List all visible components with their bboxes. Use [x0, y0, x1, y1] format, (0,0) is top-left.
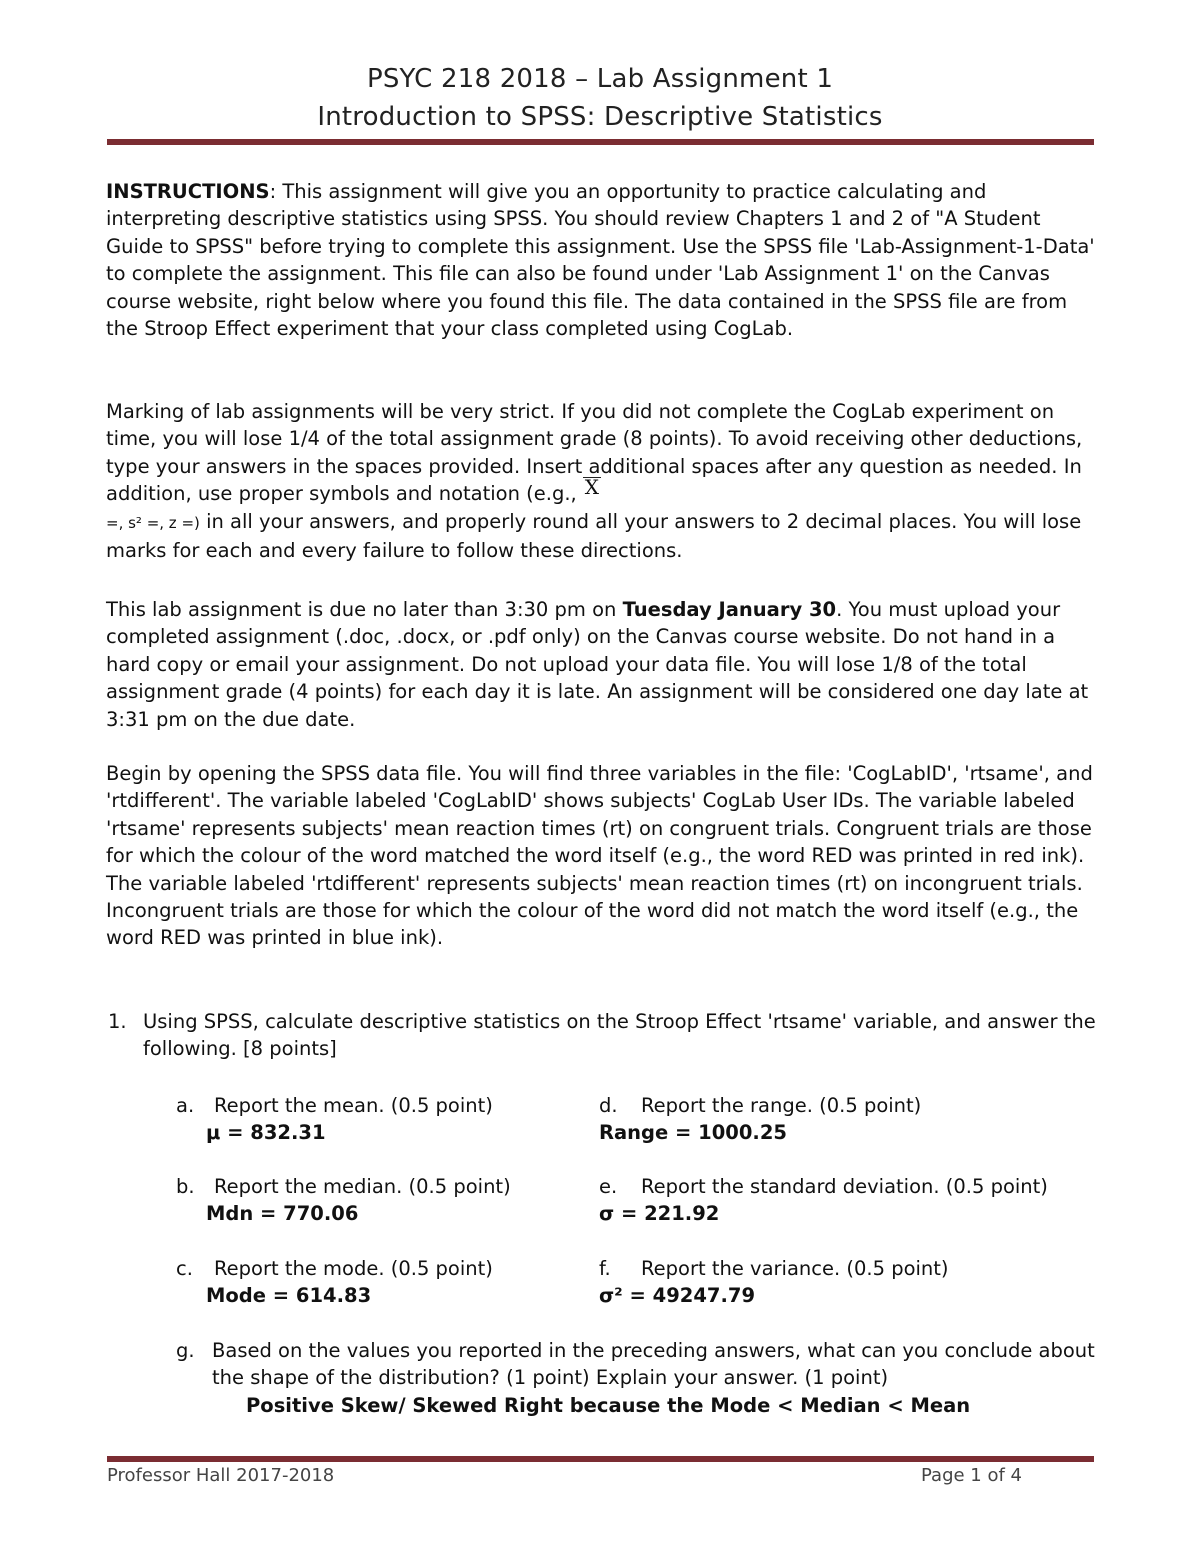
item-answer: Range = 1000.25	[599, 1121, 787, 1144]
document-subtitle: Introduction to SPSS: Descriptive Statistics	[317, 102, 883, 132]
marking-text: Marking of lab assignments will be very strict. If you did not complete the CogLab experiment on time, you will lose 1/4 of the total assignment grade (8 points). To avoid receiving other deductions, type your answers in the spaces provided. Insert additional spaces after any question as needed. In addition, use proper symbols and notation (e.g.,	[106, 400, 1083, 506]
item-question: Report the mode. (0.5 point)	[214, 1257, 493, 1280]
item-letter: d.	[599, 1094, 618, 1117]
item-letter: b.	[176, 1175, 195, 1198]
item-question: Report the median. (0.5 point)	[214, 1175, 511, 1198]
item-letter: e.	[599, 1175, 618, 1198]
item-question: Based on the values you reported in the preceding answers, what can you conclude about the shape of the distribution? (1 point) Explain your answer. (1 point)	[212, 1339, 1095, 1390]
begin-text: Begin by opening the SPSS data file. You will find three variables in the file: 'CogLabID', 'rtsame', and 'rtdifferent'. The variable labeled 'CogLabID' shows subjects' CogLab User IDs. The variable labeled 'rtsame' represents subjects' mean reaction times (rt) on congruent trials. Congruent trials are those for which the colour of the word matched the word itself (e.g., the word RED was printed in red ink). The variable labeled 'rtdifferent' represents subjects' mean reaction times (rt) on incongruent trials. Incongruent trials are those for which the colour of the word did not match the word itself (e.g., the word RED was printed in blue ink).	[106, 762, 1093, 950]
item-answer: σ = 221.92	[599, 1202, 720, 1225]
item-question: Report the variance. (0.5 point)	[641, 1257, 949, 1280]
item-letter: a.	[176, 1094, 195, 1117]
item-answer: μ = 832.31	[206, 1121, 326, 1144]
instructions-label: INSTRUCTIONS	[106, 180, 270, 203]
document-title: PSYC 218 2018 – Lab Assignment 1	[366, 64, 834, 94]
marking-text-after: in all your answers, and properly round all your answers to 2 decimal places. You will lose marks for each and every failure to follow these directions.	[106, 509, 1082, 563]
footer-divider	[107, 1456, 1094, 1462]
item-answer: Mdn = 770.06	[206, 1202, 359, 1225]
due-date-paragraph	[106, 596, 1096, 733]
question-text: Using SPSS, calculate descriptive statistics on the Stroop Effect 'rtsame' variable, and answer the following. [8 points]	[143, 1010, 1096, 1061]
item-question: Report the range. (0.5 point)	[641, 1094, 922, 1117]
begin-paragraph	[106, 760, 1096, 952]
due-date: Tuesday January 30	[622, 598, 837, 621]
marking-paragraph	[106, 398, 1096, 564]
item-letter: f.	[599, 1257, 611, 1280]
item-letter: c.	[176, 1257, 193, 1280]
item-question: Report the standard deviation. (0.5 point)	[641, 1175, 1048, 1198]
item-question: Report the mean. (0.5 point)	[214, 1094, 493, 1117]
item-answer: σ² = 49247.79	[599, 1284, 756, 1307]
notation-examples: =, s² =, z =)	[106, 513, 200, 532]
instructions-text: : This assignment will give you an opportunity to practice calculating and interpreting descriptive statistics using SPSS. You should review Chapters 1 and 2 of "A Student Guide to SPSS" before trying to complete this assignment. Use the SPSS file 'Lab-Assignment-1-Data' to complete the assignment. This file can also be found under 'Lab Assignment 1' on the Canvas course website, right below where you found this file. The data contained in the SPSS file are from the Stroop Effect experiment that your class completed using CogLab.	[106, 180, 1095, 341]
due-text-after: . You must upload your completed assignment (.doc, .docx, or .pdf only) on the Canvas course website. Do not hand in a hard copy or email your assignment. Do not upload your data file. You will lose 1/8 of the total assignment grade (4 points) for each day it is late. An assignment will be considered one day late at 3:31 pm on the due date.	[106, 598, 1089, 731]
item-answer: Positive Skew/ Skewed Right because the Mode < Median < Mean	[246, 1394, 971, 1417]
instructions-paragraph	[106, 178, 1096, 342]
question-number: 1.	[108, 1010, 127, 1033]
header-divider	[107, 139, 1094, 145]
x-bar-symbol: X	[584, 475, 600, 500]
footer-author: Professor Hall 2017-2018	[107, 1465, 335, 1486]
item-letter: g.	[176, 1339, 195, 1362]
page-number: Page 1 of 4	[921, 1465, 1022, 1486]
item-answer: Mode = 614.83	[206, 1284, 372, 1307]
due-text: This lab assignment is due no later than 3:30 pm on	[106, 598, 623, 621]
